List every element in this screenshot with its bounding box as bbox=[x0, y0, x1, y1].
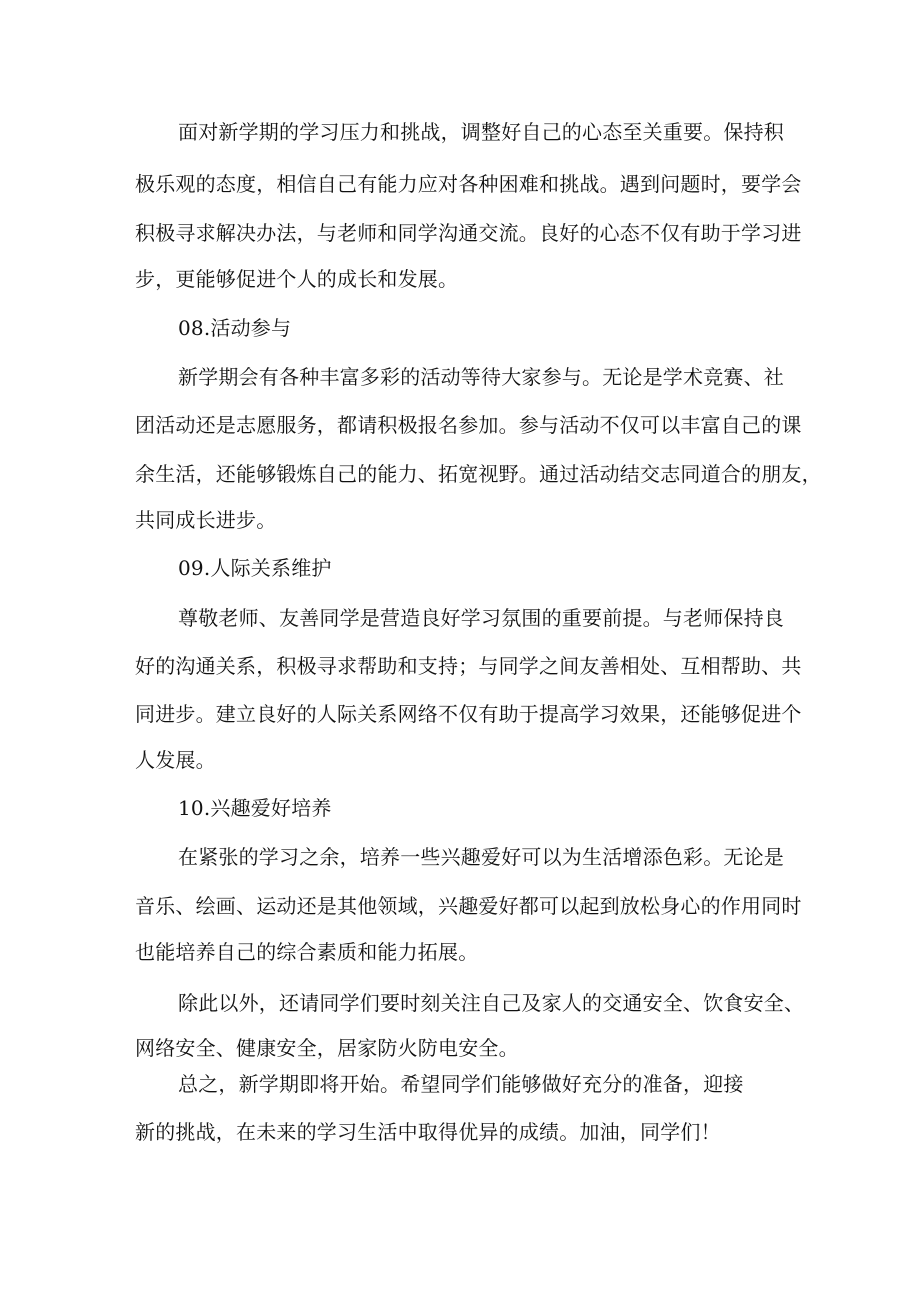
paragraph-relationships-line-3: 同进步。建立良好的人际关系网络不仅有助于提高学习效果，还能够促进个 bbox=[135, 702, 802, 726]
section-heading-hobbies: 10.兴趣爱好培养 bbox=[178, 796, 332, 820]
paragraph-conclusion-line-1: 总之，新学期即将开始。希望同学们能够做好充分的准备，迎接 bbox=[178, 1072, 744, 1096]
paragraph-hobbies-line-1: 在紧张的学习之余，培养一些兴趣爱好可以为生活增添色彩。无论是 bbox=[178, 845, 784, 869]
section-heading-relationships: 09.人际关系维护 bbox=[178, 556, 332, 580]
section-heading-activities: 08.活动参与 bbox=[178, 316, 292, 340]
paragraph-activities-line-4: 共同成长进步。 bbox=[135, 508, 277, 532]
paragraph-relationships-line-1: 尊敬老师、友善同学是营造良好学习氛围的重要前提。与老师保持良 bbox=[178, 606, 784, 630]
paragraph-activities-line-2: 团活动还是志愿服务，都请积极报名参加。参与活动不仅可以丰富自己的课 bbox=[135, 413, 802, 437]
paragraph-mindset-line-1: 面对新学期的学习压力和挑战，调整好自己的心态至关重要。保持积 bbox=[178, 120, 784, 144]
paragraph-conclusion-line-2: 新的挑战，在未来的学习生活中取得优异的成绩。加油，同学们！ bbox=[135, 1120, 721, 1144]
paragraph-safety-line-1: 除此以外，还请同学们要时刻关注自己及家人的交通安全、饮食安全、 bbox=[178, 991, 805, 1015]
paragraph-mindset-line-2: 极乐观的态度，相信自己有能力应对各种困难和挑战。遇到问题时，要学会 bbox=[135, 172, 802, 196]
paragraph-relationships-line-4: 人发展。 bbox=[135, 748, 216, 772]
paragraph-mindset-line-3: 积极寻求解决办法，与老师和同学沟通交流。良好的心态不仅有助于学习进 bbox=[135, 221, 802, 245]
paragraph-hobbies-line-2: 音乐、绘画、运动还是其他领域，兴趣爱好都可以起到放松身心的作用同时 bbox=[135, 894, 802, 918]
paragraph-safety-line-2: 网络安全、健康安全，居家防火防电安全。 bbox=[135, 1036, 519, 1060]
paragraph-activities-line-3: 余生活，还能够锻炼自己的能力、拓宽视野。通过活动结交志同道合的朋友， bbox=[135, 462, 822, 486]
paragraph-activities-line-1: 新学期会有各种丰富多彩的活动等待大家参与。无论是学术竞赛、社 bbox=[178, 365, 784, 389]
paragraph-mindset-line-4: 步，更能够促进个人的成长和发展。 bbox=[135, 267, 459, 291]
paragraph-hobbies-line-3: 也能培养自己的综合素质和能力拓展。 bbox=[135, 940, 479, 964]
paragraph-relationships-line-2: 好的沟通关系，积极寻求帮助和支持；与同学之间友善相处、互相帮助、共 bbox=[135, 654, 802, 678]
